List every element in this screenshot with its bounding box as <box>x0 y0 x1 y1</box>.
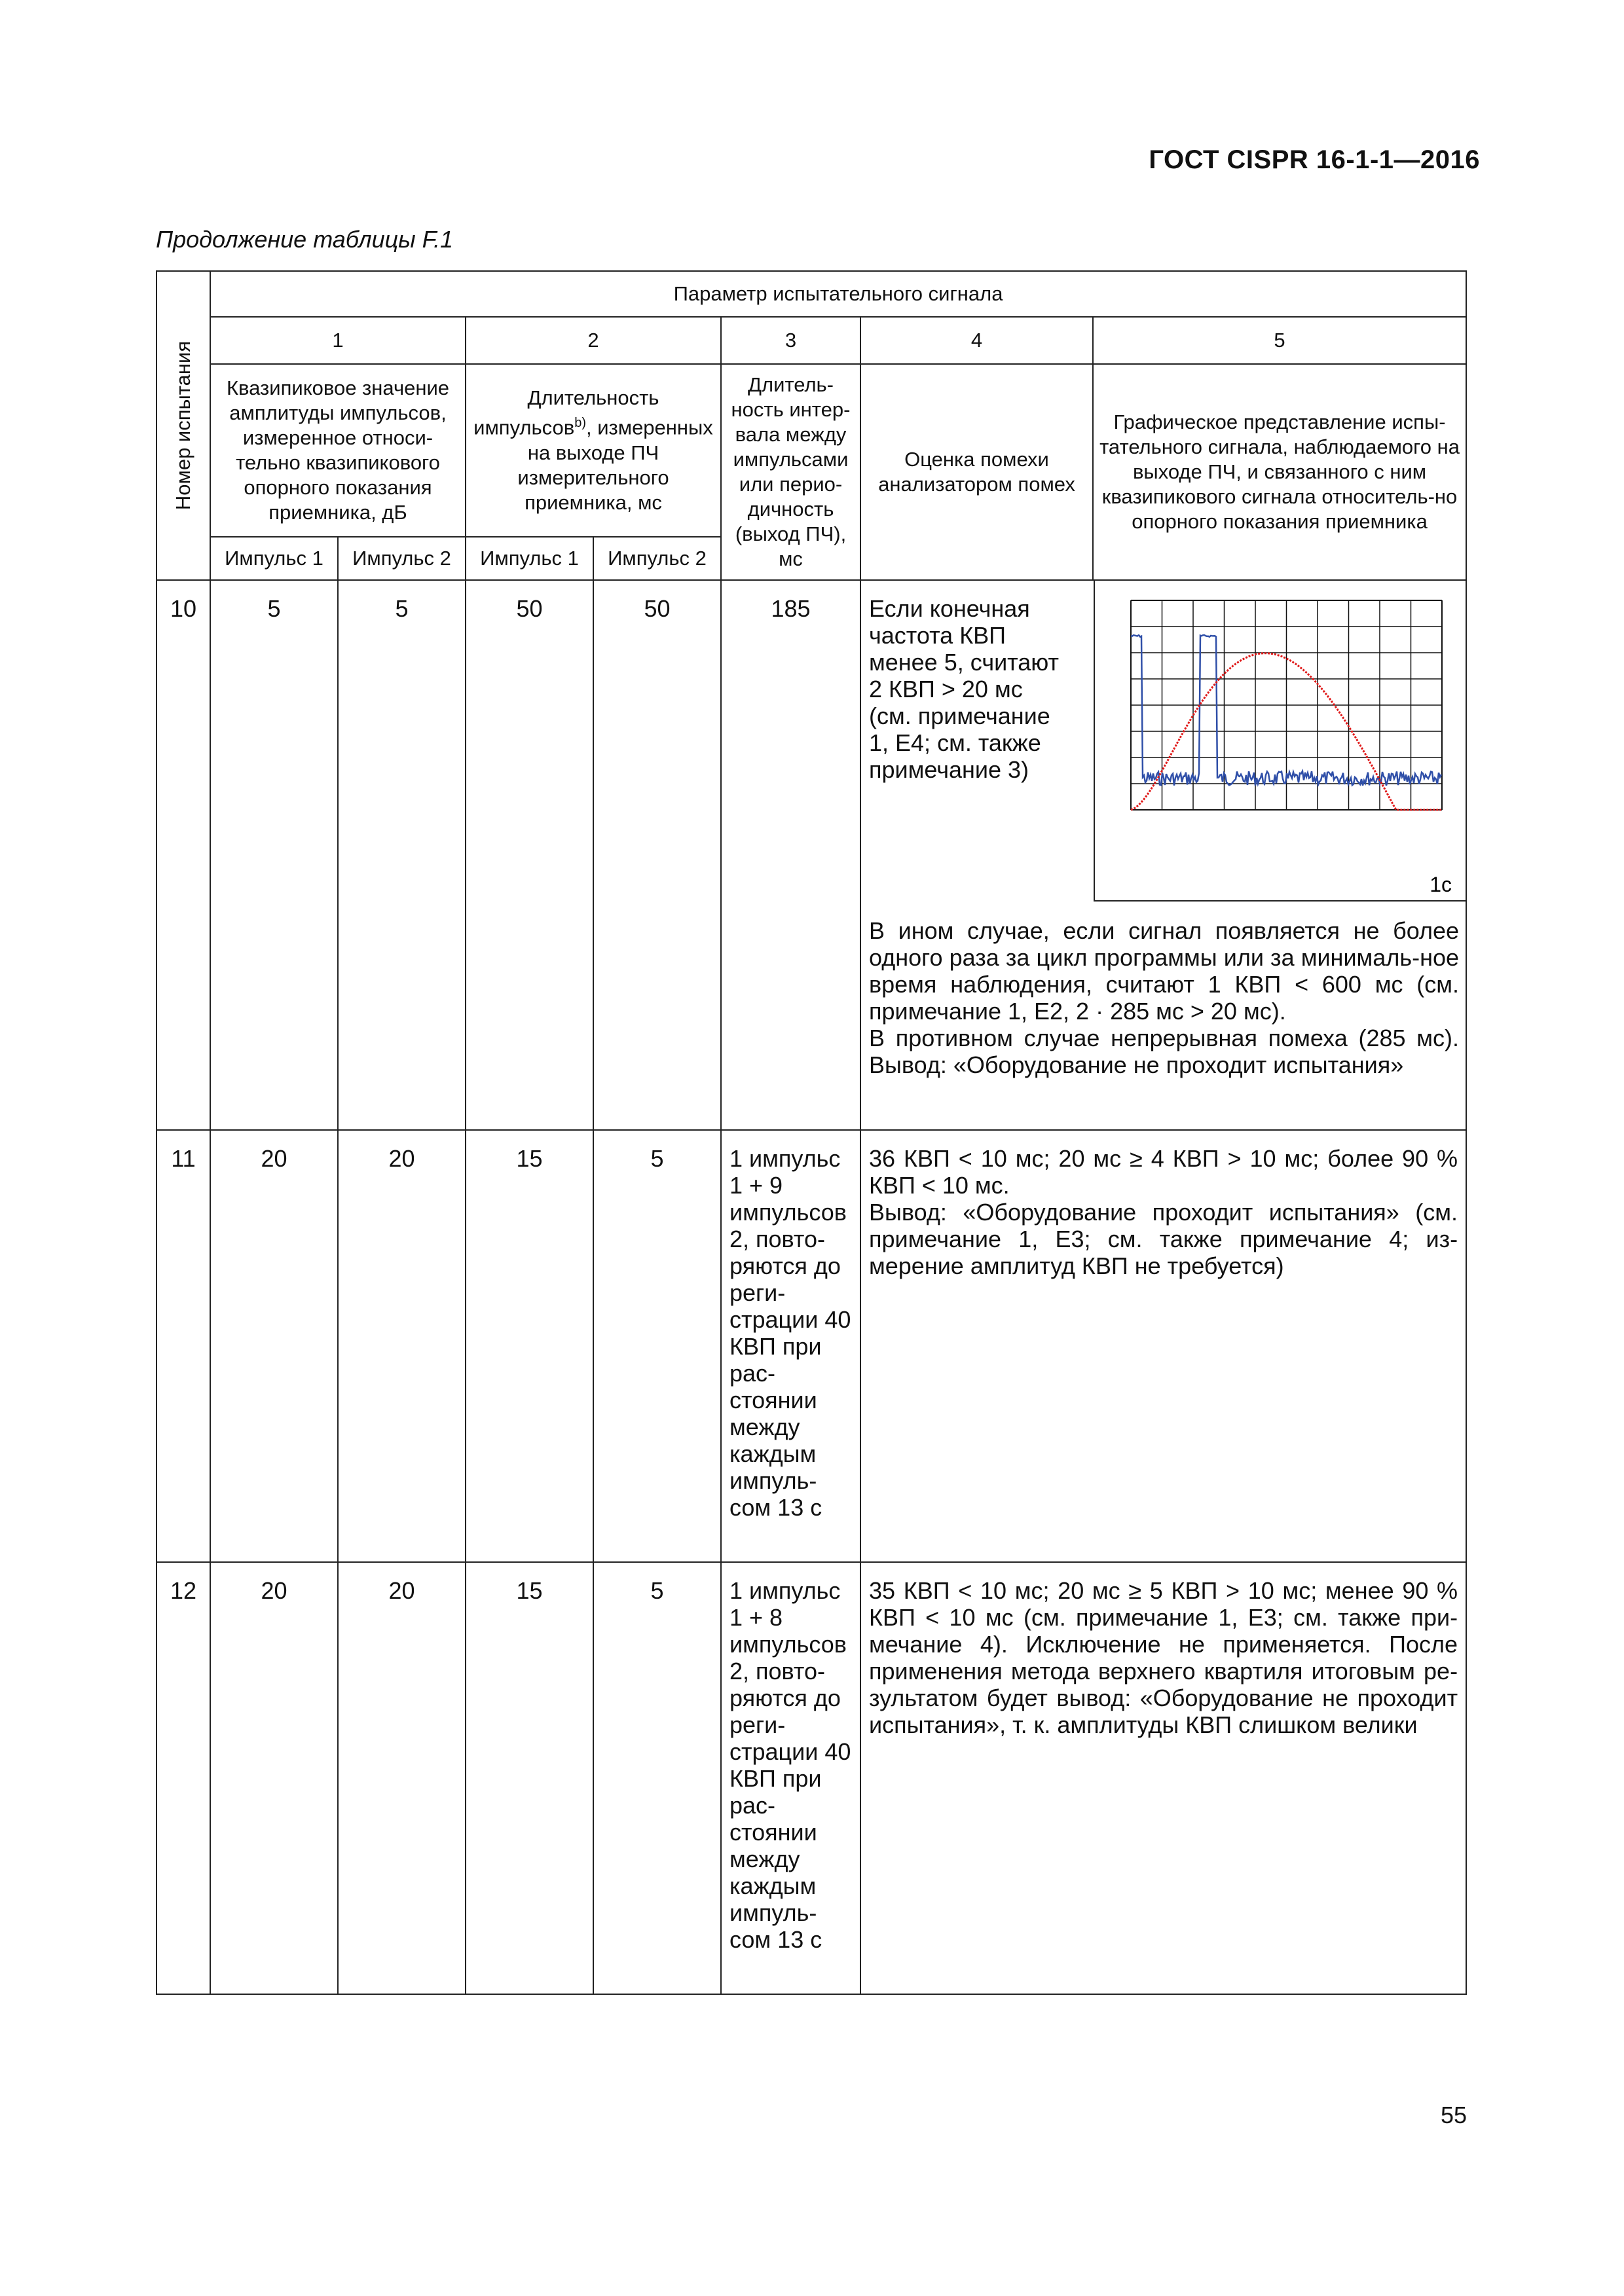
col1-impulse1-header: Импульс 1 <box>210 537 338 580</box>
test-number: 10 <box>157 580 210 1130</box>
group-header: Параметр испытательного сигнала <box>210 271 1466 317</box>
interval-value: 1 импульс 1 + 8 импульсов 2, повто-ряются до реги-страции 40 КВП при рас-стоянии между каждым импуль-сом 13 с <box>721 1562 860 1994</box>
col-number-4: 4 <box>860 317 1093 364</box>
duration-impulse1: 50 <box>466 580 593 1130</box>
assessment-text: Если конечная частота КВП менее 5, считают 2 КВП > 20 мс (см. примечание 1, E4; см. также примечание 3) <box>869 595 1059 783</box>
qp-amplitude-impulse1: 20 <box>210 1562 338 1994</box>
signal-chart-box <box>1094 581 1467 902</box>
col2-impulse2-header: Импульс 2 <box>593 537 721 580</box>
duration-impulse2: 5 <box>593 1562 721 1994</box>
test-number: 12 <box>157 1562 210 1994</box>
col5-header: Графическое представление испы-тательного сигнала, наблюдаемого на выходе ПЧ, и связанного с ним квазипикового сигнала относитель-но опорного показания приемника <box>1093 364 1466 580</box>
table-row <box>157 580 1466 1130</box>
table-row <box>157 1130 1466 1562</box>
table-row <box>157 1562 1466 1994</box>
interval-value: 1 импульс 1 + 9 импульсов 2, повто-ряются до реги-страции 40 КВП при рас-стоянии между каждым импуль-сом 13 с <box>721 1130 860 1562</box>
qp-amplitude-impulse1: 5 <box>210 580 338 1130</box>
duration-impulse1: 15 <box>466 1562 593 1994</box>
qp-amplitude-impulse2: 5 <box>338 580 466 1130</box>
test-number-header: Номер испытания <box>157 271 210 580</box>
col2-header: Длительность импульсов$^{b)}$, измеренных на выходе ПЧ измерительного приемника, мс <box>466 364 721 537</box>
col1-impulse2-header: Импульс 2 <box>338 537 466 580</box>
col3-header: Длитель-ность интер-вала между импульсами или перио-дичность (выход ПЧ), мс <box>721 364 860 580</box>
duration-impulse2: 5 <box>593 1130 721 1562</box>
test-number: 11 <box>157 1130 210 1562</box>
assessment-conclusion: 35 КВП < 10 мс; 20 мс ≥ 5 КВП > 10 мс; менее 90 % КВП < 10 мс (см. примечание 1, E3; см. также при-мечание 4). Исключение не применяется. После применения метода верхнего квартиля итоговым ре-зультатом будет вывод: «Оборудование не проходит испытания», т. к. амплитуды КВП слишком велики <box>860 1562 1466 1994</box>
duration-impulse2: 50 <box>593 580 721 1130</box>
assessment-conclusion: В ином случае, если сигнал появляется не более одного раза за цикл программы или за минималь-ное время наблюдения, считают 1 КВП < 600 мс (см. примечание 1, E2, 2 · 285 мс > 20 мс). В противном случае непрерывная помеха (285 мс). Вывод: «Оборудование не проходит испытания» <box>869 917 1459 1078</box>
col-number-1: 1 <box>210 317 466 364</box>
row10-assessment-cell <box>860 580 1466 1130</box>
standard-designation: ГОСТ CISPR 16-1-1—2016 <box>1149 145 1480 174</box>
col1-header: Квазипиковое значение амплитуды импульсов, измеренное относи-тельно квазипикового опорного показания приемника, дБ <box>210 364 466 537</box>
duration-impulse1: 15 <box>466 1130 593 1562</box>
signal-chart <box>1095 581 1466 900</box>
qp-amplitude-impulse1: 20 <box>210 1130 338 1562</box>
assessment-conclusion: 36 КВП < 10 мс; 20 мс ≥ 4 КВП > 10 мс; более 90 % КВП < 10 мс. Вывод: «Оборудование проходит испытания» (см. примечание 1, E3; см. также примечание 4; из-мерение амплитуд КВП не требуется) <box>860 1130 1466 1562</box>
col-number-3: 3 <box>721 317 860 364</box>
table-caption: Продолжение таблицы F.1 <box>156 226 454 253</box>
qp-amplitude-impulse2: 20 <box>338 1562 466 1994</box>
col2-impulse1-header: Импульс 1 <box>466 537 593 580</box>
col4-header: Оценка помехи анализатором помех <box>860 364 1093 580</box>
time-label: 1c <box>1430 873 1452 896</box>
col-number-2: 2 <box>466 317 721 364</box>
col-number-5: 5 <box>1093 317 1466 364</box>
qp-amplitude-impulse2: 20 <box>338 1130 466 1562</box>
page-number: 55 <box>1440 2102 1467 2128</box>
interval-value: 185 <box>721 580 860 1130</box>
test-signal-table <box>156 270 1467 1995</box>
